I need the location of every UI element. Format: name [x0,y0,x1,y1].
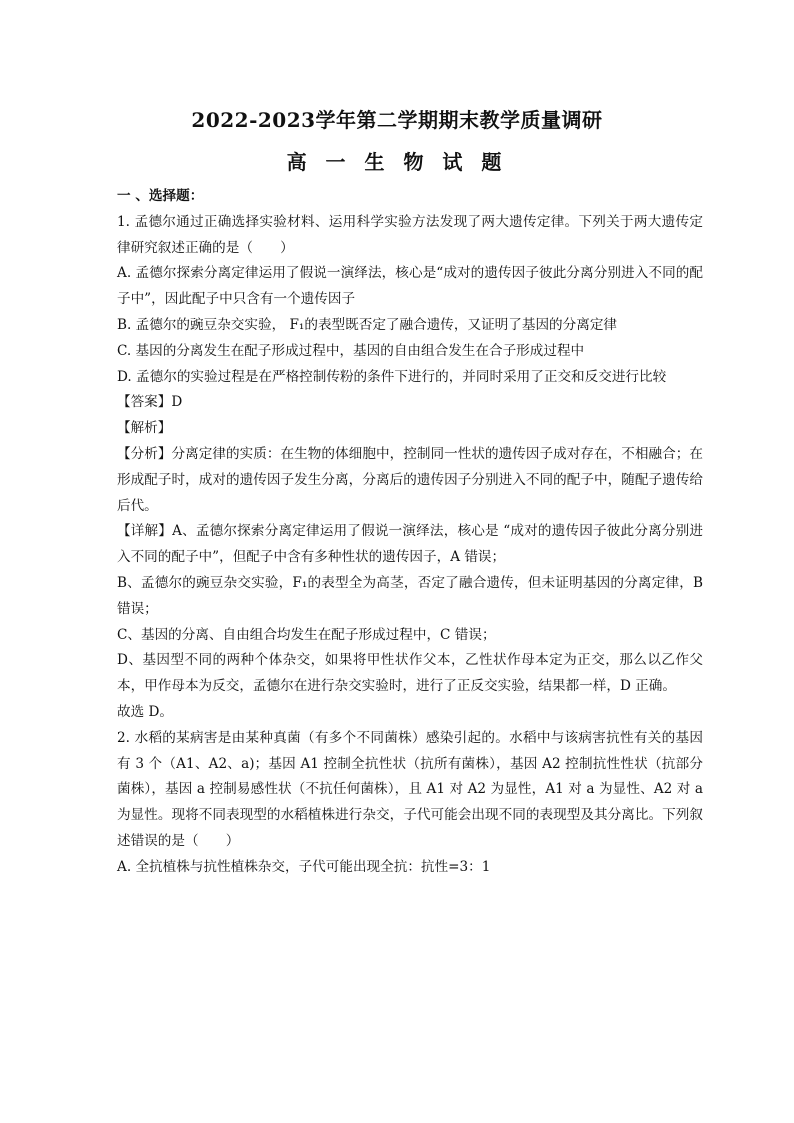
question-1-detail-d: D、基因型不同的两种个体杂交，如果将甲性状作父本，乙性状作母本定为正交，那么以乙作父本，甲作母本为反交，孟德尔在进行杂交实验时，进行了正反交实验，结果都一样，D 正确。 [117,652,703,695]
question-1-stem: 1. 孟德尔通过正确选择实验材料、运用科学实验方法发现了两大遗传定律。下列关于两大遗传定律研究叙述正确的是（ ） [117,213,703,256]
question-1-fenxi: 【分析】分离定律的实质：在生物的体细胞中，控制同一性状的遗传因子成对存在，不相融合；在形成配子时，成对的遗传因子发生分离，分离后的遗传因子分别进入不同的配子中，随配子遗传给后代。 [117,445,703,514]
question-1-detail-a: 【详解】A、孟德尔探索分离定律运用了假说一演绎法，核心是 “成对的遗传因子彼此分离分别进入不同的配子中”，但配子中含有多种性状的遗传因子，A 错误； [117,523,703,566]
question-1-option-b: B. 孟德尔的豌豆杂交实验， F₁的表型既否定了融合遗传，又证明了基因的分离定律 [117,316,618,333]
document-body [117,184,703,881]
question-1-option-d: D. 孟德尔的实验过程是在严格控制传粉的条件下进行的，并同时采用了正交和反交进行比较 [117,368,667,385]
question-1-option-a: A. 孟德尔探索分离定律运用了假说一演绎法，核心是“成对的遗传因子彼此分离分别进入不同的配子中”，因此配子中只含有一个遗传因子 [117,265,703,308]
question-1-detail-c: C、基因的分离、自由组合均发生在配子形成过程中，C 错误； [117,626,496,643]
question-1-option-c: C. 基因的分离发生在配子形成过程中，基因的自由组合发生在合子形成过程中 [117,342,585,359]
question-1-analysis-label: 【解析】 [117,420,172,437]
exam-subject-title: 高 一 生 物 试 题 [286,150,508,174]
question-2-option-a: A. 全抗植株与抗性植株杂交，子代可能出现全抗：抗性=3：1 [117,858,491,875]
section-heading: 一 、选择题： [117,188,204,204]
question-1-conclusion: 故选 D。 [117,703,174,720]
question-2-stem: 2. 水稻的某病害是由某种真菌（有多个不同菌株）感染引起的。水稻中与该病害抗性有关的基因有 3 个（A1、A2、a)；基因 A1 控制全抗性状（抗所有菌株），基因 A2 控制抗性性状（抗部分菌株），基因 a 控制易感性状（不抗任何菌株），且 A1 对 A2 为显性，A1 对 a 为显性、A2 对 a 为显性。现将不同表现型的水稻植株进行杂交，子代可能会出现不同的表现型及其分离比。下列叙述错误的是（ ） [117,729,703,849]
question-1-detail-b: B、孟德尔的豌豆杂交实验，F₁的表型全为高茎，否定了融合遗传，但未证明基因的分离定律，B 错误； [117,574,703,617]
exam-title: 2022-2023学年第二学期期末教学质量调研 [191,108,603,132]
question-1-answer: 【答案】D [117,394,183,411]
